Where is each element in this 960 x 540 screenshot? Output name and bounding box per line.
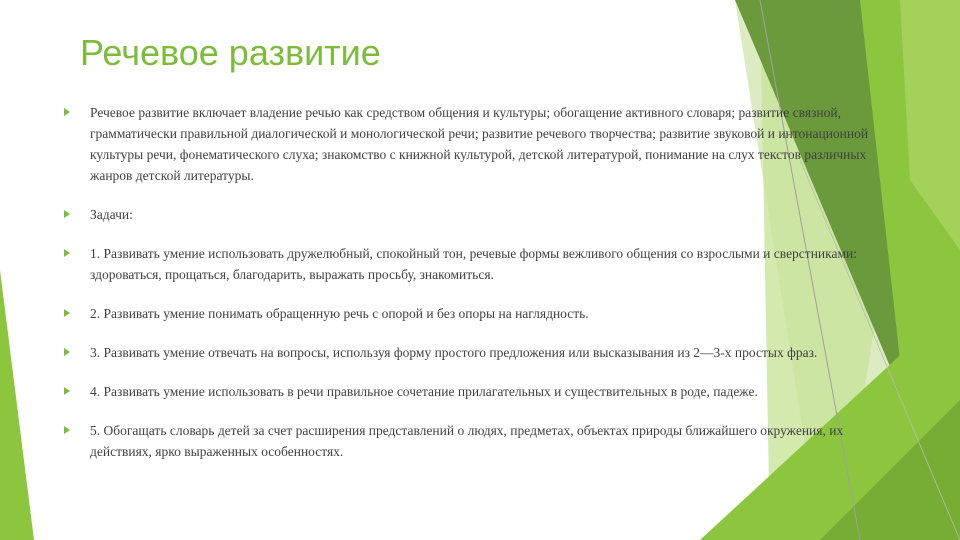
slide-body	[64, 102, 879, 480]
paragraph-text: 1. Развивать умение использовать дружелюбный, спокойный тон, речевые формы вежливого общения со взрослыми и сверстниками: здороваться, прощаться, благодарить, выражать просьбу, знакомиться.	[90, 246, 858, 282]
triangle-bullet-icon	[64, 210, 70, 218]
paragraph-text: 5. Обогащать словарь детей за счет расширения представлений о людях, предметах, объектах природы ближайшего окружения, их действиях, ярко выраженных особенностях.	[90, 423, 844, 459]
bullet-paragraph	[64, 342, 879, 363]
paragraph-text: Речевое развитие включает владение речью как средством общения и культуры; обогащение активного словаря; развитие связной, грамматически правильной диалогической и монологической речи; развитие речевого творчества; развитие звуковой и интонационной культуры речи, фонематического слуха; знакомство с книжной культурой, детской литературой, понимание на слух текстов различных жанров детской литературы.	[90, 105, 869, 183]
triangle-bullet-icon	[64, 387, 70, 395]
bullet-paragraph	[64, 102, 879, 186]
bullet-paragraph	[64, 420, 879, 462]
bullet-paragraph	[64, 381, 879, 402]
triangle-bullet-icon	[64, 249, 70, 257]
slide-title: Речевое развитие	[80, 32, 381, 73]
paragraph-text: 4. Развивать умение использовать в речи правильное сочетание прилагательных и существительных в роде, падеже.	[90, 384, 758, 399]
triangle-bullet-icon	[64, 348, 70, 356]
paragraph-text: Задачи:	[90, 207, 133, 222]
triangle-bullet-icon	[64, 426, 70, 434]
bullet-paragraph	[64, 243, 879, 285]
paragraph-text: 3. Развивать умение отвечать на вопросы, используя форму простого предложения или высказывания из 2—3-х простых фраз.	[90, 345, 818, 360]
triangle-bullet-icon	[64, 309, 70, 317]
bullet-paragraph	[64, 303, 879, 324]
paragraph-text: 2. Развивать умение понимать обращенную речь с опорой и без опоры на наглядность.	[90, 306, 589, 321]
bullet-paragraph	[64, 204, 879, 225]
triangle-bullet-icon	[64, 108, 70, 116]
left-edge-shape	[0, 270, 34, 540]
